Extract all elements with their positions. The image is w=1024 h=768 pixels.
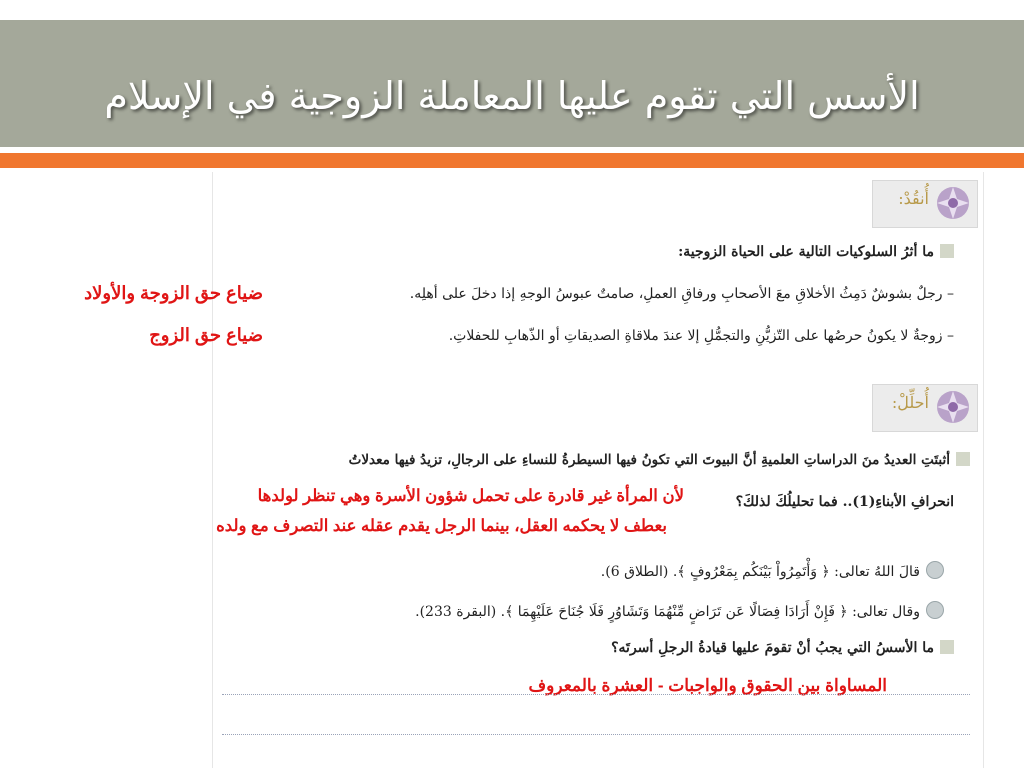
analysis-answer-line1: لأن المرأة غير قادرة على تحمل شؤون الأسرة وهي تنظر لولدها xyxy=(257,487,684,505)
answer-2: ضياع حق الزوج xyxy=(149,325,263,345)
verse-2-text: وقال تعالى: ﴿ فَإِنْ أَرَادَا فِصَالًا عَن تَرَاضٍ مِّنْهُمَا وَتَشَاوُرٍ فَلَا جُنَاحَ عَلَيْهِمَا ﴾. (البقرة 233). xyxy=(415,604,920,620)
behavior-item-2: – زوجةٌ لا يكونُ حرصُها على التّزيُّنِ والتجمُّلِ إلا عندَ ملاقاةِ الصديقاتِ أو الذّهابِ للحفلاتِ. xyxy=(448,328,954,344)
study-paragraph-line1 xyxy=(349,452,970,468)
accent-rule xyxy=(0,153,1024,168)
leadership-question-text: ما الأسسُ التي يجبُ أنْ تقومَ عليها قيادةُ الرجلِ أسرتَه؟ xyxy=(611,640,934,656)
analyze-badge xyxy=(872,384,978,432)
ornament-star-icon xyxy=(935,389,971,425)
slide-title: الأسس التي تقوم عليها المعاملة الزوجية في الإسلام xyxy=(104,74,920,118)
answer-line xyxy=(222,694,970,695)
verse-marker-icon xyxy=(926,601,944,619)
leadership-answer: المساواة بين الحقوق والواجبات - العشرة بالمعروف xyxy=(528,676,887,695)
study-paragraph-text: أثبتَتِ العديدُ منَ الدراساتِ العلميةِ أنَّ البيوتَ التي تكونُ فيها السيطرةُ للنساءِ على الرجالِ، تزيدُ فيها معدلاتُ xyxy=(348,452,950,468)
behaviors-question xyxy=(678,244,954,260)
analyze-badge-label: أُحلِّلْ: xyxy=(891,393,929,412)
leadership-question xyxy=(611,640,954,656)
critique-badge xyxy=(872,180,978,228)
study-paragraph-line2: انحرافِ الأبناءِ(1).. فما تحليلُكَ لذلكَ؟ xyxy=(735,494,954,510)
bullet-icon xyxy=(940,244,954,258)
verse-1 xyxy=(601,561,944,580)
verse-marker-icon xyxy=(926,561,944,579)
behaviors-question-text: ما أثرُ السلوكيات التالية على الحياة الزوجية: xyxy=(678,244,934,260)
behavior-item-1: – رجلٌ بشوشٌ دَمِثُ الأخلاقِ معَ الأصحابِ ورفاقِ العملِ، صامتٌ عبوسُ الوجهِ إذا دخلَ على أهلِه. xyxy=(409,286,954,302)
ornament-star-icon xyxy=(935,185,971,221)
verse-2 xyxy=(415,601,944,620)
verse-1-text: قالَ اللهُ تعالى: ﴿ وَأْتَمِرُواْ بَيْنَكُم بِمَعْرُوفٍ ﴾. (الطلاق 6). xyxy=(600,564,920,580)
bullet-icon xyxy=(940,640,954,654)
critique-badge-label: أُنقُدْ: xyxy=(898,189,929,208)
answer-1: ضياع حق الزوجة والأولاد xyxy=(84,283,263,303)
title-bar xyxy=(0,20,1024,147)
analysis-answer-line2: بعطف لا يحكمه العقل، بينما الرجل يقدم عقله عند التصرف مع ولده xyxy=(216,517,667,535)
answer-line xyxy=(222,734,970,735)
bullet-icon xyxy=(956,452,970,466)
